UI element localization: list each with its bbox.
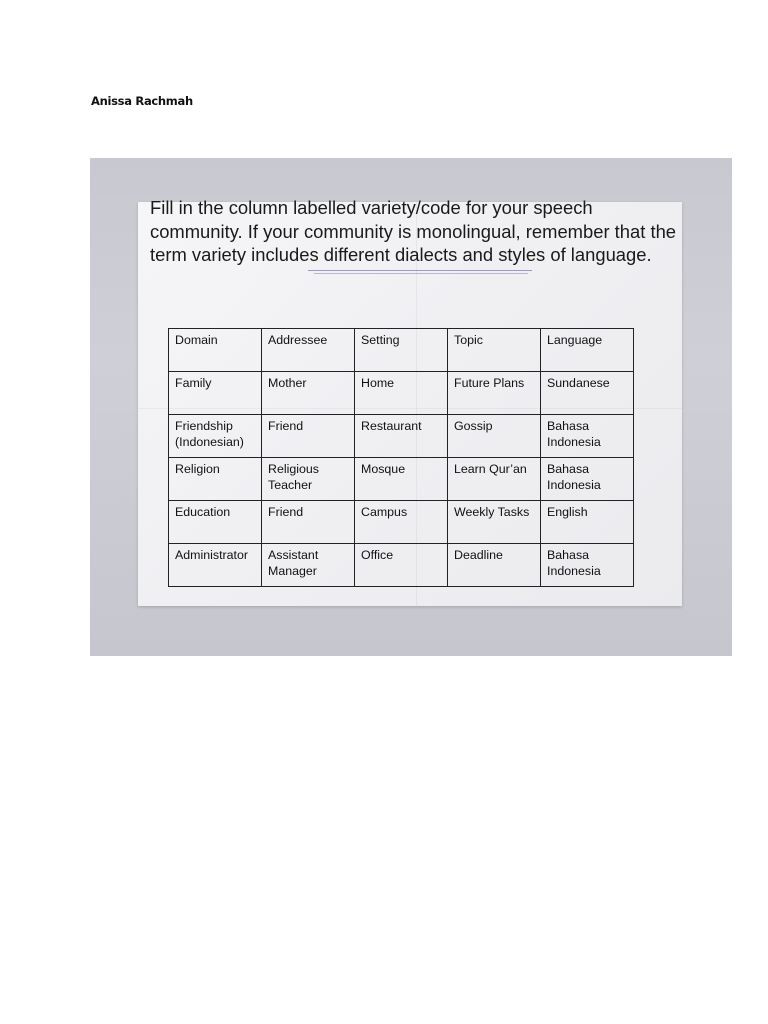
table-cell: Education bbox=[169, 501, 262, 544]
table-cell: Assistant Manager bbox=[262, 544, 355, 587]
table-row bbox=[169, 372, 634, 415]
table-cell: Bahasa Indonesia bbox=[541, 415, 634, 458]
table-cell: Bahasa Indonesia bbox=[541, 458, 634, 501]
table-cell: Friendship (Indonesian) bbox=[169, 415, 262, 458]
table-cell: Friend bbox=[262, 501, 355, 544]
table-row bbox=[169, 458, 634, 501]
table-cell: English bbox=[541, 501, 634, 544]
table-cell: Gossip bbox=[448, 415, 541, 458]
table-cell: Deadline bbox=[448, 544, 541, 587]
header-cell: Topic bbox=[448, 329, 541, 372]
table-header-row bbox=[169, 329, 634, 372]
instructions-text: Fill in the column labelled variety/code for your speech community. If your community is monolingual, remember that the term variety includes different dialects and styles of language. bbox=[150, 197, 677, 265]
table-row bbox=[169, 501, 634, 544]
paper-sheet bbox=[138, 197, 682, 606]
table-cell: Home bbox=[355, 372, 448, 415]
table-row bbox=[169, 415, 634, 458]
header-cell: Addressee bbox=[262, 329, 355, 372]
table-cell: Family bbox=[169, 372, 262, 415]
table-cell: Future Plans bbox=[448, 372, 541, 415]
table-cell: Bahasa Indonesia bbox=[541, 544, 634, 587]
table-cell: Friend bbox=[262, 415, 355, 458]
header-cell: Setting bbox=[355, 329, 448, 372]
worksheet-photo bbox=[90, 158, 732, 656]
table-cell: Administrator bbox=[169, 544, 262, 587]
author-name: Anissa Rachmah bbox=[91, 94, 193, 108]
table-cell: Sundanese bbox=[541, 372, 634, 415]
table-cell: Religion bbox=[169, 458, 262, 501]
pen-underline bbox=[308, 270, 532, 271]
table-cell: Mother bbox=[262, 372, 355, 415]
table-cell: Religious Teacher bbox=[262, 458, 355, 501]
pen-underline-secondary bbox=[314, 273, 528, 274]
table-cell: Office bbox=[355, 544, 448, 587]
header-cell: Language bbox=[541, 329, 634, 372]
table-cell: Learn Qur’an bbox=[448, 458, 541, 501]
domain-table bbox=[168, 328, 634, 587]
header-cell: Domain bbox=[169, 329, 262, 372]
table-cell: Weekly Tasks bbox=[448, 501, 541, 544]
table-cell: Mosque bbox=[355, 458, 448, 501]
table-row bbox=[169, 544, 634, 587]
table-cell: Campus bbox=[355, 501, 448, 544]
table-cell: Restaurant bbox=[355, 415, 448, 458]
